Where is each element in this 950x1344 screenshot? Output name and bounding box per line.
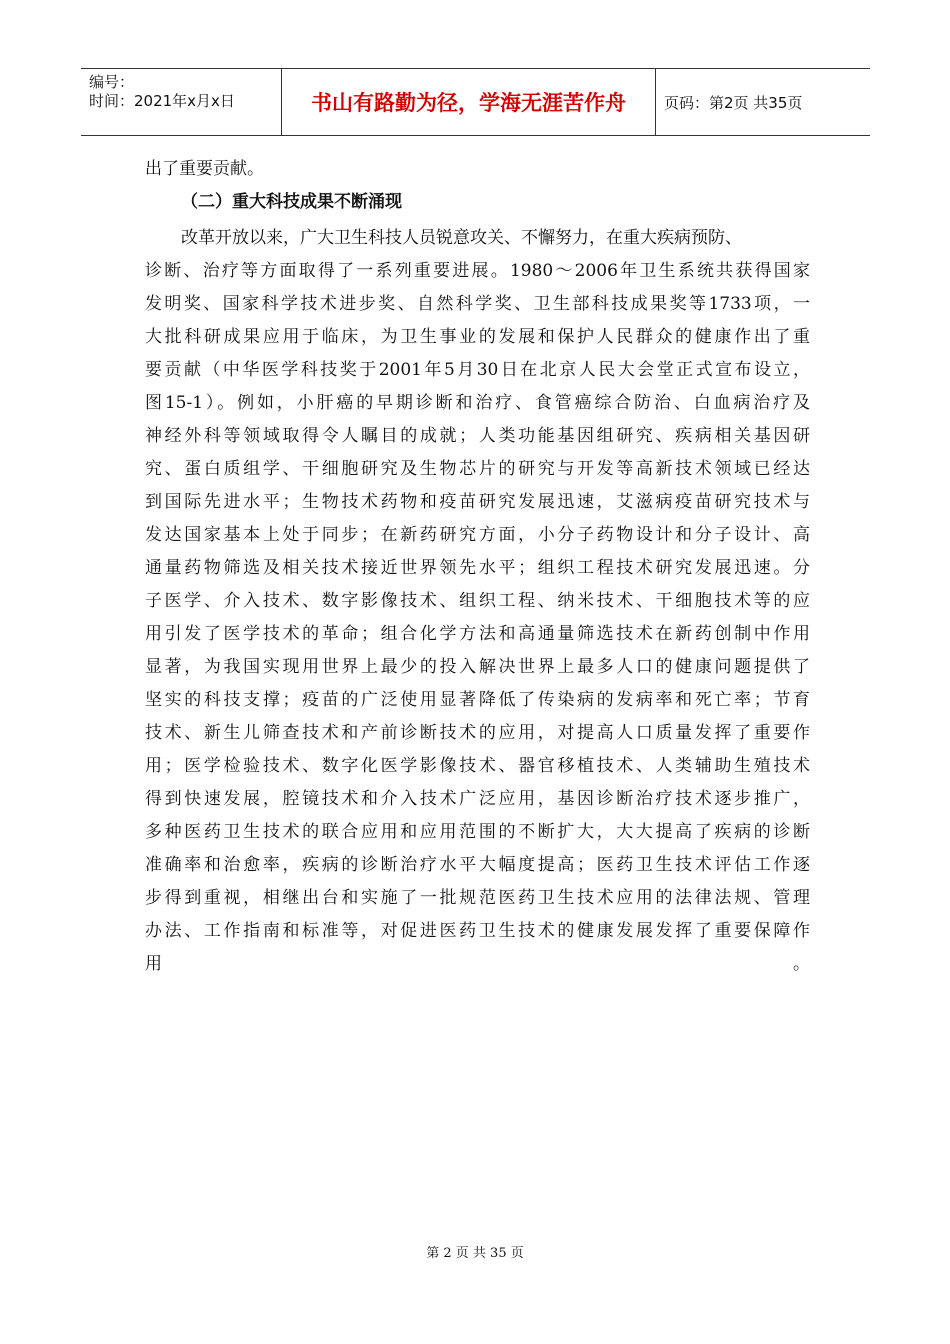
page-header xyxy=(81,68,870,136)
body-line: 技术、新生儿筛查技术和产前诊断技术的应用，对提高人口质量发挥了重要作 xyxy=(145,723,810,743)
body-line: 到国际先进水平；生物技术药物和疫苗研究发展迅速，艾滋病疫苗研究技术与 xyxy=(145,492,810,512)
header-page-info: 页码：第2页 共35页 xyxy=(664,93,803,112)
header-motto: 书山有路勤为径，学海无涯苦作舟 xyxy=(282,69,656,135)
code-label: 编号： xyxy=(89,73,135,91)
body-line: 通量药物筛选及相关技术接近世界领先水平；组织工程技术研究发展迅速。分 xyxy=(145,558,810,578)
header-meta xyxy=(81,69,282,135)
page-footer: 第 2 页 共 35 页 xyxy=(426,1246,524,1261)
body-line: 大批科研成果应用于临床，为卫生事业的发展和保护人民群众的健康作出了重 xyxy=(145,327,810,347)
body-line: 神经外科等领域取得令人瞩目的成就；人类功能基因组研究、疾病相关基因研 xyxy=(145,426,810,446)
section-heading: （二）重大科技成果不断涌现 xyxy=(181,192,402,212)
date-label: 时间：2021年x月x日 xyxy=(89,92,235,110)
body-line: 准确率和治愈率，疾病的诊断治疗水平大幅度提高；医药卫生技术评估工作逐 xyxy=(145,855,810,875)
body-line: 发明奖、国家科学技术进步奖、自然科学奖、卫生部科技成果奖等1733项，一 xyxy=(145,294,810,314)
body-line: 图15-1）。例如，小肝癌的早期诊断和治疗、食管癌综合防治、白血病治疗及 xyxy=(145,393,810,413)
body-line: 得到快速发展，腔镜技术和介入技术广泛应用，基因诊断治疗技术逐步推广， xyxy=(145,789,810,809)
body-line: 坚实的科技支撑；疫苗的广泛使用显著降低了传染病的发病率和死亡率；节育 xyxy=(145,690,810,710)
body-line: 用；医学检验技术、数字化医学影像技术、器官移植技术、人类辅助生殖技术 xyxy=(145,756,810,776)
body-line: 多种医药卫生技术的联合应用和应用范围的不断扩大，大大提高了疾病的诊断 xyxy=(145,822,810,842)
body-line: 步得到重视，相继出台和实施了一批规范医药卫生技术应用的法律法规、管理 xyxy=(145,888,810,908)
body-line: 究、蛋白质组学、干细胞研究及生物芯片的研究与开发等高新技术领域已经达 xyxy=(145,459,810,479)
body-line: 改革开放以来，广大卫生科技人员锐意攻关、不懈努力，在重大疾病预防、 xyxy=(181,228,742,248)
body-line: 出了重要贡献。 xyxy=(145,159,264,179)
body-line: 显著，为我国实现用世界上最少的投入解决世界上最多人口的健康问题提供了 xyxy=(145,657,810,677)
body-line: 用引发了医学技术的革命；组合化学方法和高通量筛选技术在新药创制中作用 xyxy=(145,624,810,644)
body-line: 用。 xyxy=(145,954,810,974)
body-line: 子医学、介入技术、数字影像技术、组织工程、纳米技术、干细胞技术等的应 xyxy=(145,591,810,611)
body-line: 办法、工作指南和标准等，对促进医药卫生技术的健康发展发挥了重要保障作 xyxy=(145,921,810,941)
body-line: 要贡献（中华医学科技奖于2001年5月30日在北京人民大会堂正式宣布设立， xyxy=(145,360,810,380)
body-line: 诊断、治疗等方面取得了一系列重要进展。1980～2006年卫生系统共获得国家 xyxy=(145,261,810,281)
body-line: 发达国家基本上处于同步；在新药研究方面，小分子药物设计和分子设计、高 xyxy=(145,525,810,545)
